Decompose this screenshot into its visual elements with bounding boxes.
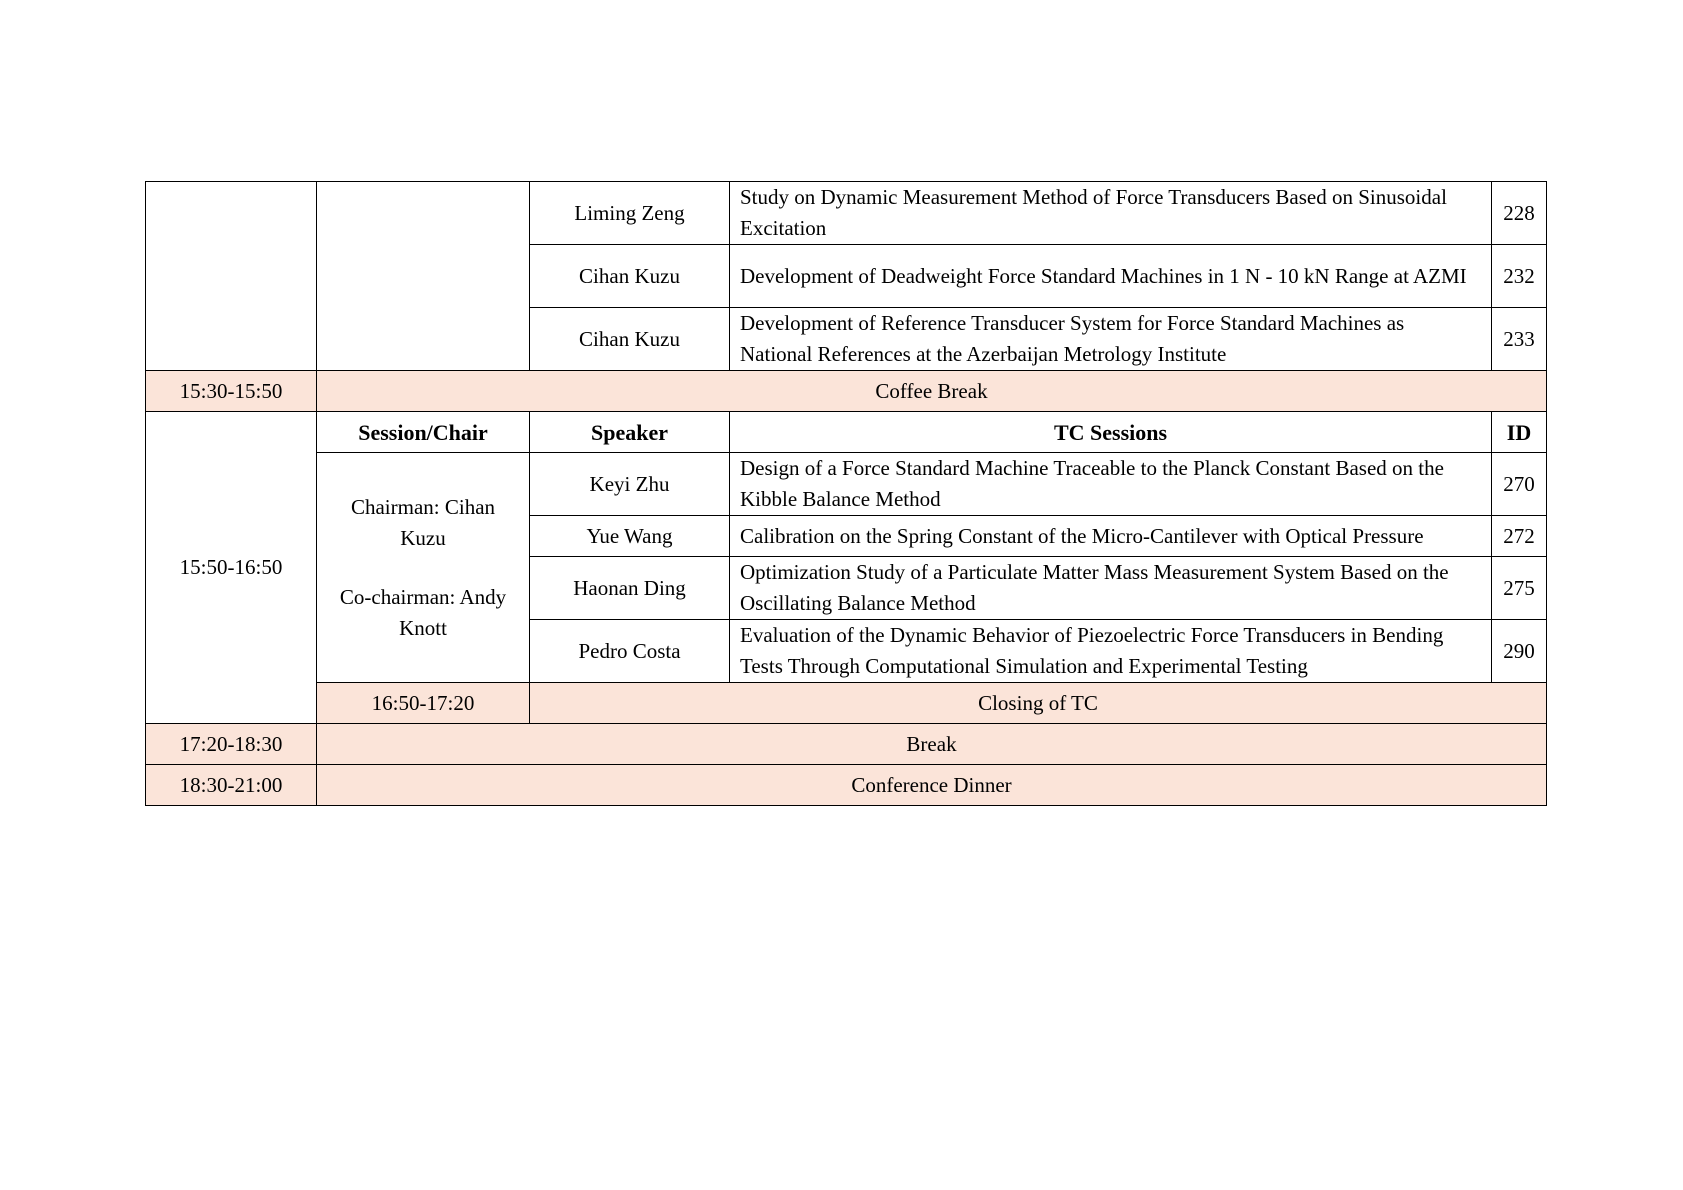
paper-id-cell: 272 bbox=[1492, 516, 1547, 557]
closing-label-cell: Closing of TC bbox=[530, 683, 1547, 724]
speaker-cell: Cihan Kuzu bbox=[530, 308, 730, 371]
chair-cell-empty bbox=[317, 182, 530, 371]
closing-time-cell: 16:50-17:20 bbox=[317, 683, 530, 724]
header-id: ID bbox=[1492, 412, 1547, 453]
session-time-cell: 15:50-16:50 bbox=[146, 412, 317, 724]
table-row bbox=[146, 453, 1547, 516]
cochairman-label: Co-chairman: Andy Knott bbox=[339, 584, 507, 640]
dinner-label-cell: Conference Dinner bbox=[317, 765, 1547, 806]
closing-row bbox=[146, 683, 1547, 724]
time-cell-empty bbox=[146, 182, 317, 371]
break-row bbox=[146, 724, 1547, 765]
paper-id-cell: 290 bbox=[1492, 620, 1547, 683]
session-chair-cell bbox=[317, 453, 530, 683]
speaker-cell: Haonan Ding bbox=[530, 557, 730, 620]
speaker-cell: Yue Wang bbox=[530, 516, 730, 557]
paper-title-cell: Calibration on the Spring Constant of the Micro-Cantilever with Optical Pressure bbox=[730, 516, 1492, 557]
header-session-chair: Session/Chair bbox=[317, 412, 530, 453]
session-header-row bbox=[146, 412, 1547, 453]
break-label-cell: Break bbox=[317, 724, 1547, 765]
table-row bbox=[146, 182, 1547, 245]
dinner-time-cell: 18:30-21:00 bbox=[146, 765, 317, 806]
paper-id-cell: 270 bbox=[1492, 453, 1547, 516]
paper-title-cell: Evaluation of the Dynamic Behavior of Piezoelectric Force Transducers in Bending Tests Through Computational Simulation and Experimental Testing bbox=[730, 620, 1492, 683]
speaker-cell: Keyi Zhu bbox=[530, 453, 730, 516]
speaker-cell: Pedro Costa bbox=[530, 620, 730, 683]
paper-title-cell: Development of Reference Transducer System for Force Standard Machines as National References at the Azerbaijan Metrology Institute bbox=[730, 308, 1492, 371]
break-time-cell: 15:30-15:50 bbox=[146, 371, 317, 412]
chairman-label: Chairman: Cihan Kuzu bbox=[350, 494, 496, 550]
paper-title-cell: Design of a Force Standard Machine Traceable to the Planck Constant Based on the Kibble Balance Method bbox=[730, 453, 1492, 516]
speaker-cell: Cihan Kuzu bbox=[530, 245, 730, 308]
paper-id-cell: 233 bbox=[1492, 308, 1547, 371]
paper-id-cell: 232 bbox=[1492, 245, 1547, 308]
header-tc-sessions: TC Sessions bbox=[730, 412, 1492, 453]
break-time-cell: 17:20-18:30 bbox=[146, 724, 317, 765]
speaker-cell: Liming Zeng bbox=[530, 182, 730, 245]
schedule-table bbox=[145, 181, 1547, 806]
coffee-break-row bbox=[146, 371, 1547, 412]
paper-id-cell: 275 bbox=[1492, 557, 1547, 620]
paper-title-cell: Study on Dynamic Measurement Method of Force Transducers Based on Sinusoidal Excitation bbox=[730, 182, 1492, 245]
paper-id-cell: 228 bbox=[1492, 182, 1547, 245]
paper-title-cell: Optimization Study of a Particulate Matter Mass Measurement System Based on the Oscillating Balance Method bbox=[730, 557, 1492, 620]
chair-spacer bbox=[327, 554, 519, 582]
header-speaker: Speaker bbox=[530, 412, 730, 453]
dinner-row bbox=[146, 765, 1547, 806]
break-label-cell: Coffee Break bbox=[317, 371, 1547, 412]
paper-title-cell: Development of Deadweight Force Standard Machines in 1 N - 10 kN Range at AZMI bbox=[730, 245, 1492, 308]
